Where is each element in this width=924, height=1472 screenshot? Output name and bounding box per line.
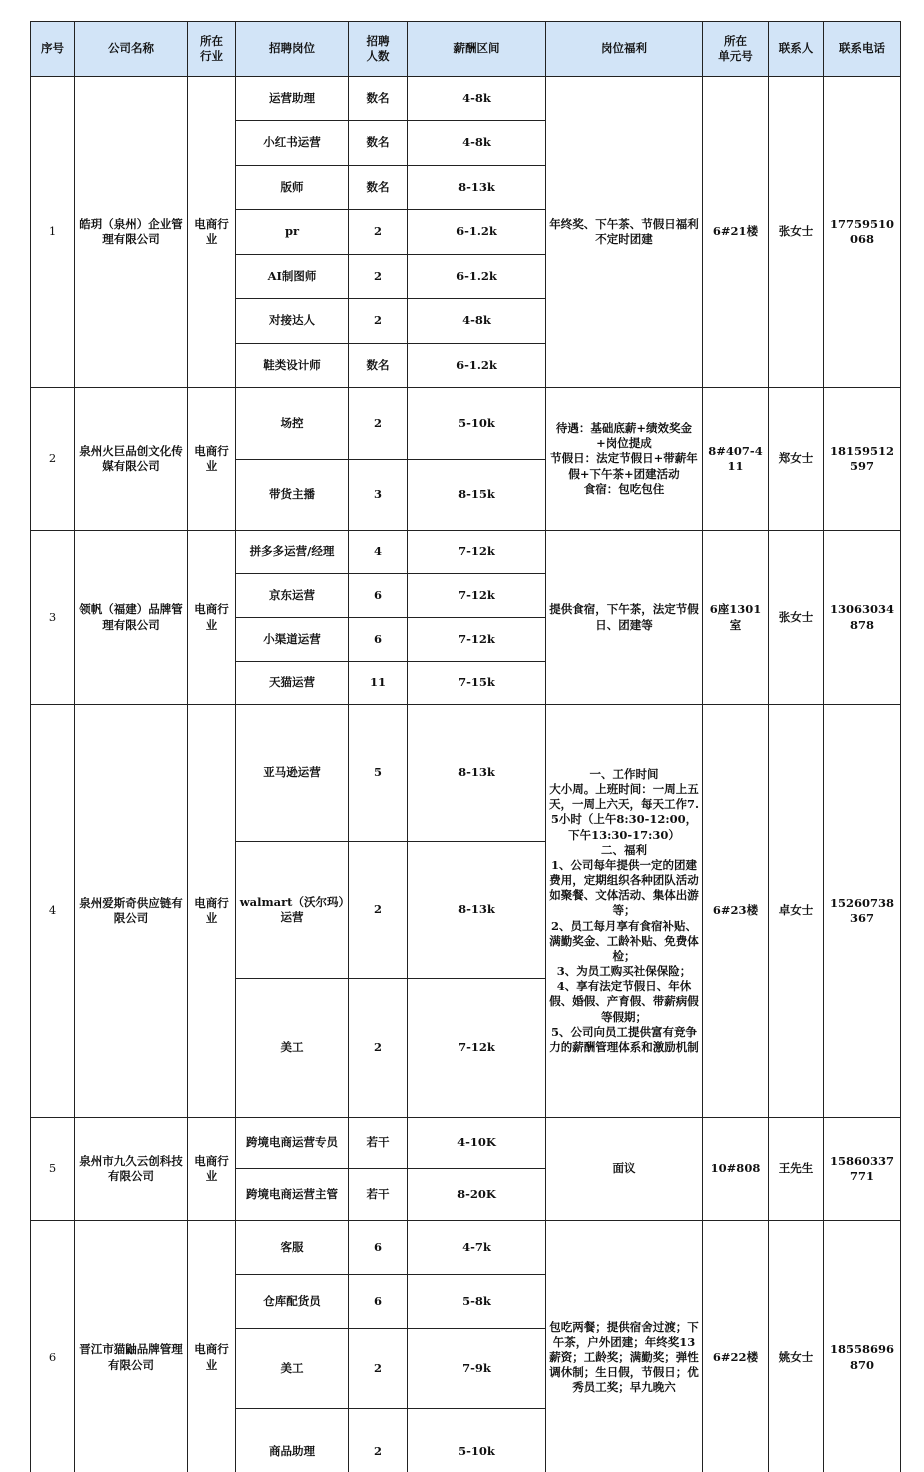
position-cell: AI制图师 [236,255,349,299]
salary-cell: 5-10k [408,1409,546,1472]
header-seq: 序号 [31,22,75,77]
benefits-text: 面议 [612,1161,636,1176]
recruitment-table [30,21,901,1472]
company-name: 泉州火巨品创文化传媒有限公司 [75,388,188,531]
position-cell: walmart（沃尔玛）运营 [236,842,349,979]
position-cell: 美工 [236,979,349,1118]
position-cell: 鞋类设计师 [236,344,349,388]
table-row [31,1118,901,1169]
position-cell: 拼多多运营/经理 [236,531,349,574]
benefits-text: 待遇：基础底薪+绩效奖金+岗位提成 节假日：法定节假日+带薪年假+下午茶+团建活动 食宿：包吃包住 [550,421,698,496]
table-row [31,531,901,574]
benefits-cell [546,1221,703,1472]
salary-cell: 4-8k [408,77,546,121]
industry-cell: 电商行业 [188,1221,236,1472]
salary-cell: 7-12k [408,618,546,662]
count-cell: 3 [349,460,408,531]
salary-cell: 4-10K [408,1118,546,1169]
industry-cell: 电商行业 [188,1118,236,1221]
salary-cell: 7-12k [408,979,546,1118]
contact-cell: 张女士 [769,531,824,705]
unit-cell: 6#23楼 [703,705,769,1118]
phone-cell: 17759510068 [824,77,901,388]
salary-cell: 8-13k [408,166,546,210]
salary-cell: 8-13k [408,705,546,842]
company-name: 泉州爱斯奇供应链有限公司 [75,705,188,1118]
contact-cell: 卓女士 [769,705,824,1118]
unit-cell: 6#21楼 [703,77,769,388]
position-cell: 场控 [236,388,349,460]
count-cell: 11 [349,662,408,705]
position-cell: 对接达人 [236,299,349,344]
count-cell: 2 [349,1409,408,1472]
count-cell: 4 [349,531,408,574]
salary-cell: 8-15k [408,460,546,531]
seq-cell: 1 [31,77,75,388]
table-row [31,705,901,842]
header-unit: 所在 单元号 [703,22,769,77]
unit-cell: 10#808 [703,1118,769,1221]
count-cell: 2 [349,210,408,255]
salary-cell: 8-20K [408,1169,546,1221]
industry-cell: 电商行业 [188,531,236,705]
count-cell: 2 [349,842,408,979]
unit-cell: 6座1301室 [703,531,769,705]
position-cell: 运营助理 [236,77,349,121]
company-name: 领帆（福建）品牌管理有限公司 [75,531,188,705]
contact-cell: 郑女士 [769,388,824,531]
salary-cell: 4-7k [408,1221,546,1275]
company-name: 泉州市九久云创科技有限公司 [75,1118,188,1221]
count-cell: 2 [349,979,408,1118]
salary-cell: 4-8k [408,299,546,344]
position-cell: 版师 [236,166,349,210]
position-cell: 商品助理 [236,1409,349,1472]
industry-cell: 电商行业 [188,705,236,1118]
count-cell: 6 [349,618,408,662]
contact-cell: 王先生 [769,1118,824,1221]
salary-cell: 5-10k [408,388,546,460]
header-benefits: 岗位福利 [546,22,703,77]
table-row [31,388,901,460]
unit-cell: 8#407-411 [703,388,769,531]
salary-cell: 8-13k [408,842,546,979]
position-cell: 亚马逊运营 [236,705,349,842]
header-company: 公司名称 [75,22,188,77]
count-cell: 数名 [349,121,408,166]
contact-cell: 张女士 [769,77,824,388]
position-cell: 天猫运营 [236,662,349,705]
company-name: 皓玥（泉州）企业管理有限公司 [75,77,188,388]
count-cell: 6 [349,574,408,618]
position-cell: 跨境电商运营主管 [236,1169,349,1221]
position-cell: 小渠道运营 [236,618,349,662]
header-salary: 薪酬区间 [408,22,546,77]
header-count: 招聘 人数 [349,22,408,77]
position-cell: 仓库配货员 [236,1275,349,1329]
position-cell: 小红书运营 [236,121,349,166]
benefits-text: 包吃两餐；提供宿舍过渡；下午茶，户外团建；年终奖13薪资；工龄奖；满勤奖；弹性调休制；生日假，节假日；优秀员工奖；早九晚六 [549,1319,699,1395]
position-cell: pr [236,210,349,255]
benefits-text: 一、工作时间 大小周。上班时间：一周上五天，一周上六天，每天工作7.5小时（上午8:30-12:00，下午13:30-17:30） 二、福利 1、公司每年提供一定的团建费用，定期组织各种团队活动如聚餐、文体活动、集体出游等； 2、员工每月享有食宿补贴、满勤奖金、工龄补贴、免费体检； 3、为员工购买社保保险； 4、享有法定节假日、年休假、婚假、产育假、带薪病假等假期； 5、公司向员工提供富有竞争力的薪酬管理体系和激励机制 [549,766,700,1054]
salary-cell: 7-9k [408,1329,546,1409]
contact-cell: 姚女士 [769,1221,824,1472]
phone-cell: 15860337771 [824,1118,901,1221]
count-cell: 若干 [349,1118,408,1169]
phone-cell: 18558696870 [824,1221,901,1472]
salary-cell: 6-1.2k [408,344,546,388]
salary-cell: 7-12k [408,574,546,618]
phone-cell: 15260738367 [824,705,901,1118]
count-cell: 数名 [349,77,408,121]
count-cell: 2 [349,299,408,344]
count-cell: 2 [349,1329,408,1409]
count-cell: 5 [349,705,408,842]
phone-cell: 18159512597 [824,388,901,531]
industry-cell: 电商行业 [188,388,236,531]
table-body [31,77,901,1472]
table-row [31,1221,901,1275]
count-cell: 6 [349,1275,408,1329]
seq-cell: 3 [31,531,75,705]
header-row [31,22,901,77]
count-cell: 2 [349,388,408,460]
count-cell: 数名 [349,344,408,388]
salary-cell: 6-1.2k [408,210,546,255]
header-position: 招聘岗位 [236,22,349,77]
count-cell: 2 [349,255,408,299]
count-cell: 数名 [349,166,408,210]
benefits-cell [546,77,703,388]
phone-cell: 13063034878 [824,531,901,705]
position-cell: 美工 [236,1329,349,1409]
salary-cell: 5-8k [408,1275,546,1329]
salary-cell: 4-8k [408,121,546,166]
unit-cell: 6#22楼 [703,1221,769,1472]
salary-cell: 7-12k [408,531,546,574]
benefits-text: 年终奖、下午茶、节假日福利不定时团建 [549,216,699,246]
header-contact: 联系人 [769,22,824,77]
table-row [31,77,901,121]
benefits-cell [546,388,703,531]
company-name: 晋江市猫鼬品牌管理有限公司 [75,1221,188,1472]
seq-cell: 4 [31,705,75,1118]
header-industry: 所在 行业 [188,22,236,77]
benefits-cell [546,531,703,705]
seq-cell: 5 [31,1118,75,1221]
position-cell: 跨境电商运营专员 [236,1118,349,1169]
benefits-text: 提供食宿，下午茶，法定节假日、团建等 [549,602,699,632]
position-cell: 客服 [236,1221,349,1275]
salary-cell: 6-1.2k [408,255,546,299]
salary-cell: 7-15k [408,662,546,705]
industry-cell: 电商行业 [188,77,236,388]
count-cell: 若干 [349,1169,408,1221]
seq-cell: 2 [31,388,75,531]
position-cell: 带货主播 [236,460,349,531]
position-cell: 京东运营 [236,574,349,618]
count-cell: 6 [349,1221,408,1275]
header-phone: 联系电话 [824,22,901,77]
seq-cell: 6 [31,1221,75,1472]
benefits-cell [546,1118,703,1221]
benefits-cell [546,705,703,1118]
